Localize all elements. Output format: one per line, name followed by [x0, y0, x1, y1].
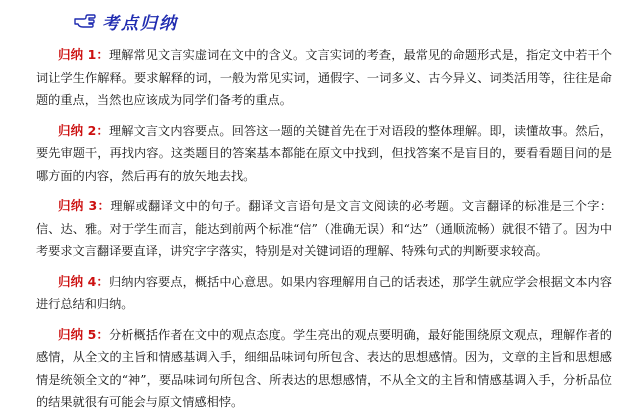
- item-text: 分析概括作者在文中的观点态度。学生亮出的观点要明确，最好能围绕原文观点，理解作者的感情，从全文的主旨和情感基调入手，细细品味词句所包含、表达的思想感情。因为，文章的主旨和思想感情是统领全文的“神”，要品味词句所包含、所表达的思想感情，不从全文的主旨和情感基调入手，分析品位的结果就很有可能会与原文情感相悖。: [36, 327, 612, 409]
- summary-item-2: [36, 120, 612, 188]
- section-title: 考点归纳: [102, 13, 178, 34]
- section-header: [74, 6, 612, 36]
- item-label: 归纳 3：: [58, 198, 111, 213]
- summary-item-3: [36, 195, 612, 263]
- item-text: 理解常见文言实虚词在文中的含义。文言实词的考查，最常见的命题形式是，指定文中若干个词让学生作解释。要求解释的词，一般为常见实词，通假字、一词多义、古今异义、词类活用等，往往是命题的重点，当然也应该成为同学们备考的重点。: [36, 48, 612, 107]
- item-label: 归纳 4：: [58, 273, 109, 289]
- summary-item-1: [36, 44, 612, 112]
- item-text: 理解或翻译文中的句子。翻译文言语句是文言文阅读的必考题。文言翻译的标准是三个字：信、达、雅。对于学生而言，能达到前两个标准“信”（准确无误）和“达”（通顺流畅）就很不错了。因为中考要求文言翻译要直译，讲究字字落实，特别是对关键词语的理解、特殊句式的判断要求较高。: [36, 199, 613, 258]
- summary-item-4: [36, 271, 612, 316]
- summary-item-5: [36, 324, 612, 414]
- item-label: 归纳 2：: [58, 122, 109, 138]
- item-label: 归纳 5：: [58, 326, 109, 342]
- item-label: 归纳 1：: [58, 47, 109, 62]
- pointing-hand-icon: [74, 13, 96, 29]
- item-text: 归纳内容要点，概括中心意思。如果内容理解用自己的话表述，那学生就应学会根据文本内容进行总结和归纳。: [36, 274, 612, 311]
- item-text: 理解文言文内容要点。回答这一题的关键首先在于对语段的整体理解。即，读懂故事。然后，要先审题干，再找内容。这类题目的答案基本都能在原文中找到，但找答案不是盲目的，要看看题目问的是哪方面的内容，然后再有的放矢地去找。: [36, 123, 612, 183]
